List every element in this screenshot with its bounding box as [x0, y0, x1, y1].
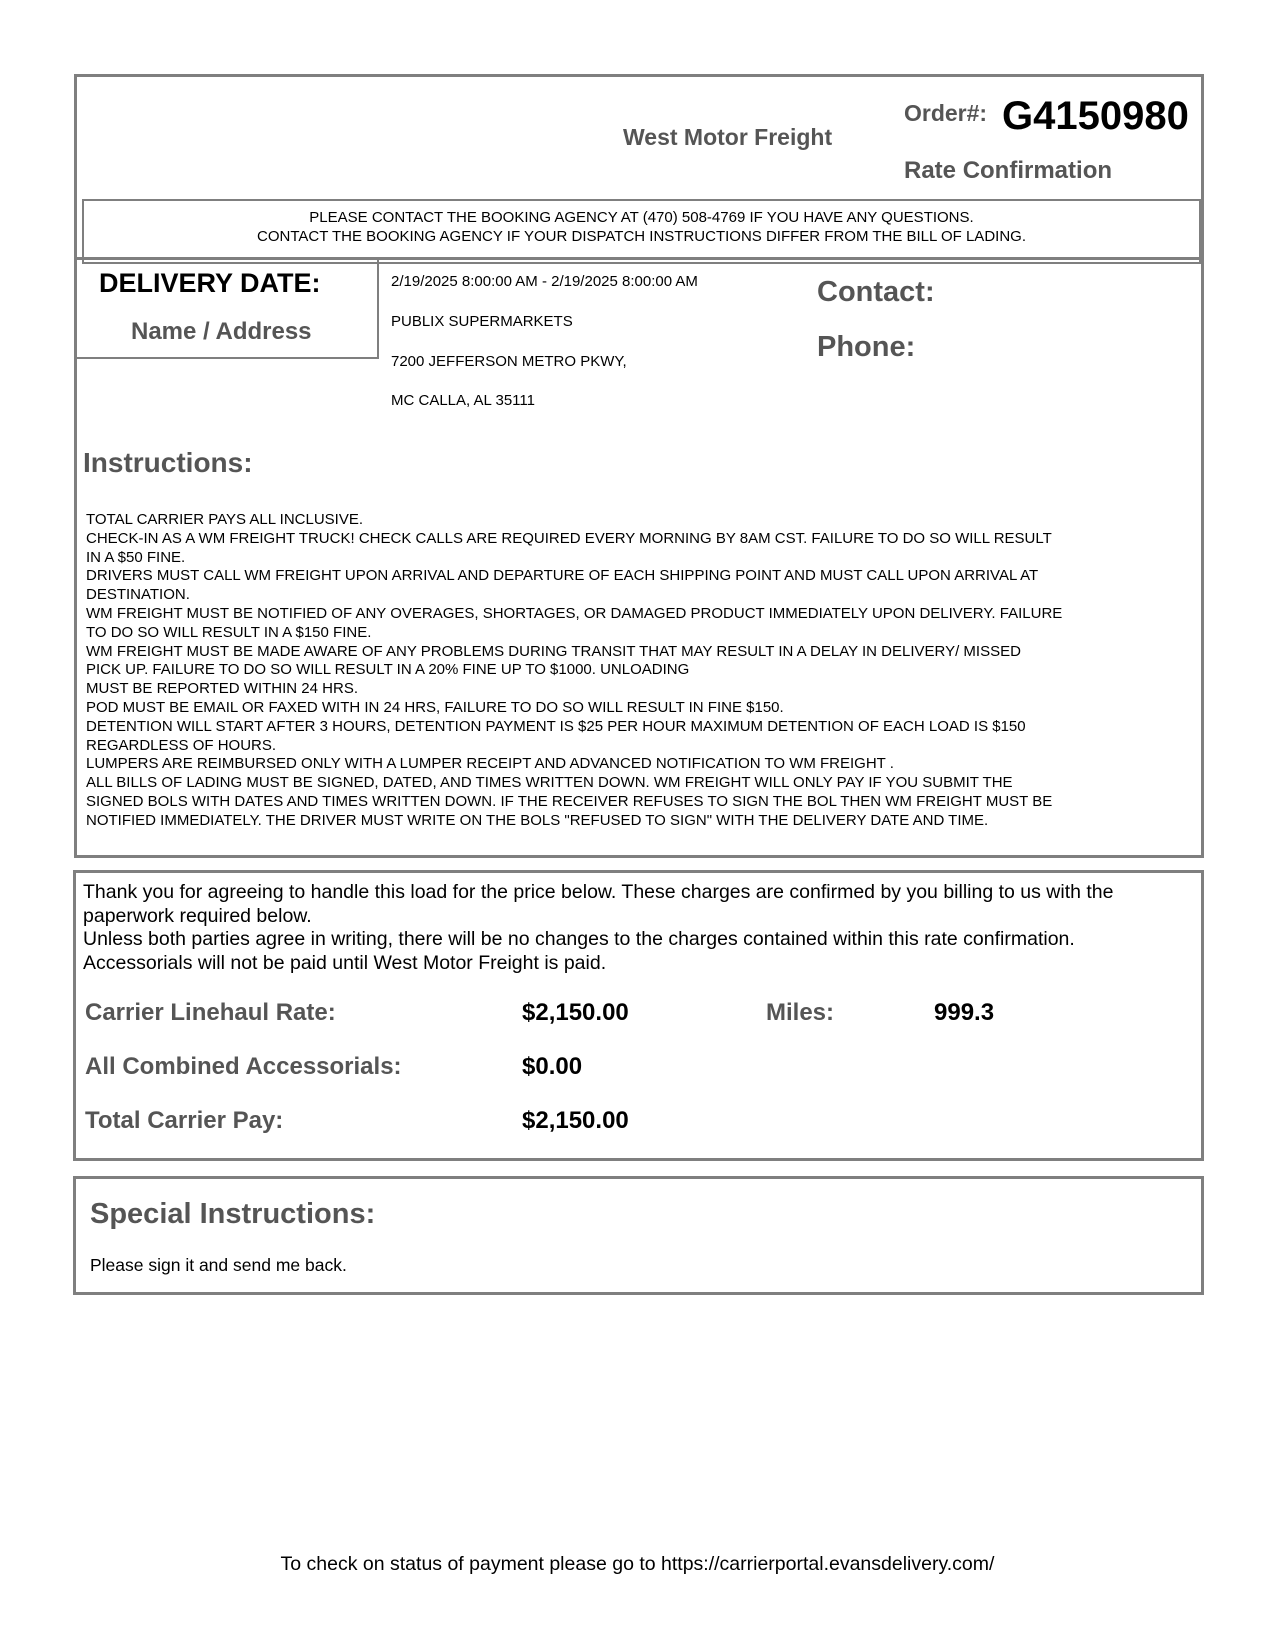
instruction-line: SIGNED BOLS WITH DATES AND TIMES WRITTEN DOWN. IF THE RECEIVER REFUSES TO SIGN THE BOL THEN WM FREIGHT MUST BE [86, 792, 1053, 810]
instructions-title: Instructions: [83, 447, 253, 478]
miles-label: Miles: [766, 999, 835, 1026]
special-instructions-section [73, 1176, 1204, 1295]
payment-status-footer: To check on status of payment please go to https://carrierportal.evansdelivery.com/ [280, 1553, 995, 1575]
delivery-date-title: DELIVERY DATE: [99, 268, 321, 298]
instruction-line: POD MUST BE EMAIL OR FAXED WITH IN 24 HRS, FAILURE TO DO SO WILL RESULT IN FINE $150. [86, 698, 784, 716]
linehaul-label: Carrier Linehaul Rate: [85, 999, 336, 1026]
name-address-label: Name / Address [131, 318, 312, 345]
pay-intro-line: paperwork required below. [83, 904, 312, 927]
phone-label: Phone: [817, 331, 916, 363]
special-instructions-title: Special Instructions: [90, 1198, 376, 1230]
order-number: G4150980 [1002, 94, 1189, 138]
accessorials-label: All Combined Accessorials: [85, 1053, 402, 1080]
instruction-line: DRIVERS MUST CALL WM FREIGHT UPON ARRIVAL AND DEPARTURE OF EACH SHIPPING POINT AND MUST CALL UPON ARRIVAL AT [86, 567, 1039, 585]
miles-value: 999.3 [934, 999, 995, 1026]
document-type: Rate Confirmation [904, 157, 1113, 184]
pay-intro [83, 881, 1198, 975]
delivery-street: 7200 JEFFERSON METRO PKWY, [391, 353, 627, 370]
instruction-line: DESTINATION. [86, 586, 190, 604]
linehaul-value: $2,150.00 [522, 999, 629, 1026]
pay-intro-line: Thank you for agreeing to handle this load for the price below. These charges are confirmed by you billing to us with the [83, 881, 1114, 903]
instruction-line: NOTIFIED IMMEDIATELY. THE DRIVER MUST WRITE ON THE BOLS "REFUSED TO SIGN" WITH THE DELIVERY DATE AND TIME. [86, 811, 989, 829]
booking-notice [82, 199, 1201, 264]
company-name: West Motor Freight [623, 124, 833, 150]
instruction-line: WM FREIGHT MUST BE NOTIFIED OF ANY OVERAGES, SHORTAGES, OR DAMAGED PRODUCT IMMEDIATELY UPON DELIVERY. FAILURE [86, 604, 1063, 622]
instruction-line: REGARDLESS OF HOURS. [86, 736, 277, 754]
instruction-line: PICK UP. FAILURE TO DO SO WILL RESULT IN A 20% FINE UP TO $1000. UNLOADING [86, 661, 690, 679]
instruction-line: TOTAL CARRIER PAYS ALL INCLUSIVE. [86, 511, 364, 528]
accessorials-value: $0.00 [522, 1053, 583, 1080]
instructions-text [86, 511, 1196, 831]
instruction-line: MUST BE REPORTED WITHIN 24 HRS. [86, 680, 358, 698]
pay-intro-line: Accessorials will not be paid until West Motor Freight is paid. [83, 951, 607, 974]
notice-line-2: CONTACT THE BOOKING AGENCY IF YOUR DISPATCH INSTRUCTIONS DIFFER FROM THE BILL OF LADING. [257, 228, 1026, 245]
instruction-line: IN A $50 FINE. [86, 548, 186, 566]
instruction-line: LUMPERS ARE REIMBURSED ONLY WITH A LUMPER RECEIPT AND ADVANCED NOTIFICATION TO WM FREIGHT . [86, 755, 894, 773]
pay-intro-line: Unless both parties agree in writing, there will be no changes to the charges contained within this rate confirmation. [83, 928, 1075, 950]
contact-label: Contact: [817, 276, 935, 308]
delivery-city: MC CALLA, AL 35111 [391, 392, 535, 409]
instruction-line: ALL BILLS OF LADING MUST BE SIGNED, DATED, AND TIMES WRITTEN DOWN. WM FREIGHT WILL ONLY PAY IF YOU SUBMIT THE [86, 774, 1013, 792]
instruction-line: DETENTION WILL START AFTER 3 HOURS, DETENTION PAYMENT IS $25 PER HOUR MAXIMUM DETENTION OF EACH LOAD IS $150 [86, 717, 1026, 735]
instruction-line: WM FREIGHT MUST BE MADE AWARE OF ANY PROBLEMS DURING TRANSIT THAT MAY RESULT IN A DELAY IN DELIVERY/ MISSED [86, 642, 1021, 660]
special-instructions-text: Please sign it and send me back. [90, 1255, 347, 1275]
instruction-line: CHECK-IN AS A WM FREIGHT TRUCK! CHECK CALLS ARE REQUIRED EVERY MORNING BY 8AM CST. FAILURE TO DO SO WILL RESULT [86, 529, 1052, 547]
total-pay-value: $2,150.00 [522, 1107, 629, 1134]
delivery-date-range: 2/19/2025 8:00:00 AM - 2/19/2025 8:00:00 AM [391, 273, 698, 290]
instruction-line: TO DO SO WILL RESULT IN A $150 FINE. [86, 623, 372, 641]
delivery-name: PUBLIX SUPERMARKETS [391, 313, 573, 330]
notice-line-1: PLEASE CONTACT THE BOOKING AGENCY AT (470) 508-4769 IF YOU HAVE ANY QUESTIONS. [309, 209, 974, 226]
order-label: Order#: [904, 100, 988, 126]
total-pay-label: Total Carrier Pay: [85, 1107, 284, 1134]
